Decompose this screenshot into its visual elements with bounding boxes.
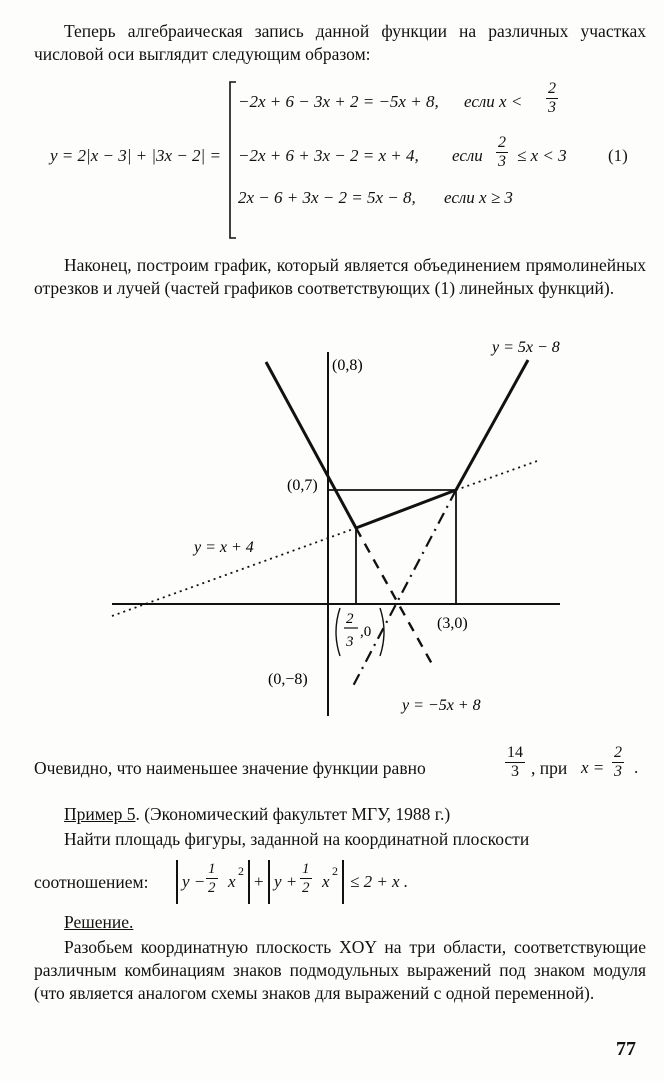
fraction-denominator: 3 — [548, 99, 556, 116]
label-point-0-minus8: (0,−8) — [268, 671, 308, 688]
expr-part-c: + — [254, 872, 264, 891]
expr-part-f: ≤ 2 + x . — [350, 872, 409, 891]
graph-left-ray — [266, 362, 356, 528]
conclusion-text: Очевидно, что наименьшее значение функции равно — [34, 758, 426, 778]
solution-text: Разобьем координатную плоскость XOY на три области, соответствующие различным комбинациям знаков подмодульных выражений под знаком модуля (что является аналогом схемы знаков для выражений с одной переменной). — [34, 937, 646, 1003]
fraction-numerator: 1 — [208, 861, 216, 877]
solution-paragraph — [34, 936, 646, 1005]
equation-number: (1) — [608, 146, 628, 165]
fraction-denominator: 3 — [614, 763, 622, 780]
function-graph — [0, 330, 664, 730]
fraction-numerator: 2 — [614, 744, 622, 761]
label-23-suffix: ,0 — [360, 624, 372, 640]
expr-part-e: x — [322, 872, 330, 891]
case3-expression: 2x − 6 + 3x − 2 = 5x − 8, — [238, 188, 416, 207]
system-brace — [226, 80, 238, 240]
conclusion-x-eq: x = — [581, 758, 605, 777]
case1-fraction — [546, 80, 558, 117]
square-1: 2 — [238, 864, 244, 878]
fraction-numerator: 2 — [548, 80, 556, 97]
case3-condition: если x ≥ 3 — [444, 188, 513, 207]
label-line-minus5x-plus8: y = −5x + 8 — [402, 697, 481, 714]
conclusion-end: . — [634, 758, 639, 777]
case1-condition: если x < — [464, 92, 523, 111]
fraction-denominator: 3 — [511, 763, 519, 780]
expr-part-a: y − — [182, 872, 206, 891]
expr-part-b: x — [228, 872, 236, 891]
fraction-denominator: 2 — [208, 880, 216, 896]
case2-expression: −2x + 6 + 3x − 2 = x + 4, — [238, 146, 419, 165]
conclusion-mid: , при — [531, 758, 568, 778]
fraction-numerator: 2 — [498, 134, 506, 151]
plot-intro-paragraph — [34, 254, 646, 300]
example-heading — [64, 804, 450, 825]
page-number: 77 — [616, 1038, 636, 1060]
example-source: . (Экономический факультет МГУ, 1988 г.) — [135, 804, 451, 824]
label-line-x-plus4: y = x + 4 — [194, 539, 254, 556]
label-23-den: 3 — [346, 634, 354, 650]
square-2: 2 — [332, 864, 338, 878]
label-point-3-0: (3,0) — [437, 615, 468, 632]
plot-intro-text: Наконец, построим график, который является объединением прямолинейных отрезков и лучей (частей графиков соответствующих (1) линейных функций). — [34, 255, 646, 298]
example-task-line1 — [34, 828, 646, 851]
label-point-0-8: (0,8) — [332, 357, 363, 374]
expr-part-d: y + — [274, 872, 298, 891]
minimum-value-fraction — [505, 744, 525, 781]
fraction-numerator: 1 — [302, 861, 310, 877]
line-5x-minus8-dashdot — [352, 490, 456, 688]
example-task-prefix: соотношением: — [34, 872, 149, 892]
graph-right-ray — [456, 360, 528, 490]
label-line-5x-minus8: y = 5x − 8 — [492, 339, 560, 356]
solution-heading: Решение. — [64, 912, 134, 932]
system-lhs: y = 2|x − 3| + |3x − 2| = — [50, 146, 221, 165]
graph-middle-segment — [356, 490, 456, 528]
case2-condition-suffix: ≤ x < 3 — [517, 146, 567, 165]
fraction-denominator: 3 — [498, 153, 506, 170]
intro-text: Теперь алгебраическая запись данной функции на различных участках числовой оси выглядит следующим образом: — [34, 21, 646, 64]
line-minus5x-plus8-dashed — [356, 528, 432, 664]
fraction-denominator: 2 — [302, 880, 310, 896]
example-task-text: Найти площадь фигуры, заданной на координатной плоскости — [64, 829, 530, 849]
label-point-0-7: (0,7) — [287, 477, 318, 494]
intro-paragraph — [34, 20, 646, 66]
inequality-expression — [176, 856, 426, 908]
label-23-num: 2 — [346, 611, 354, 627]
label-point-two-thirds-0 — [336, 608, 384, 656]
example-title: Пример 5 — [64, 804, 136, 824]
half-fraction-1 — [206, 860, 218, 897]
x-value-fraction — [612, 744, 624, 781]
case2-condition-prefix: если — [452, 146, 483, 165]
case1-expression: −2x + 6 − 3x + 2 = −5x + 8, — [238, 92, 439, 111]
half-fraction-2 — [300, 860, 312, 897]
fraction-numerator: 14 — [507, 744, 523, 761]
case2-fraction — [496, 134, 508, 171]
